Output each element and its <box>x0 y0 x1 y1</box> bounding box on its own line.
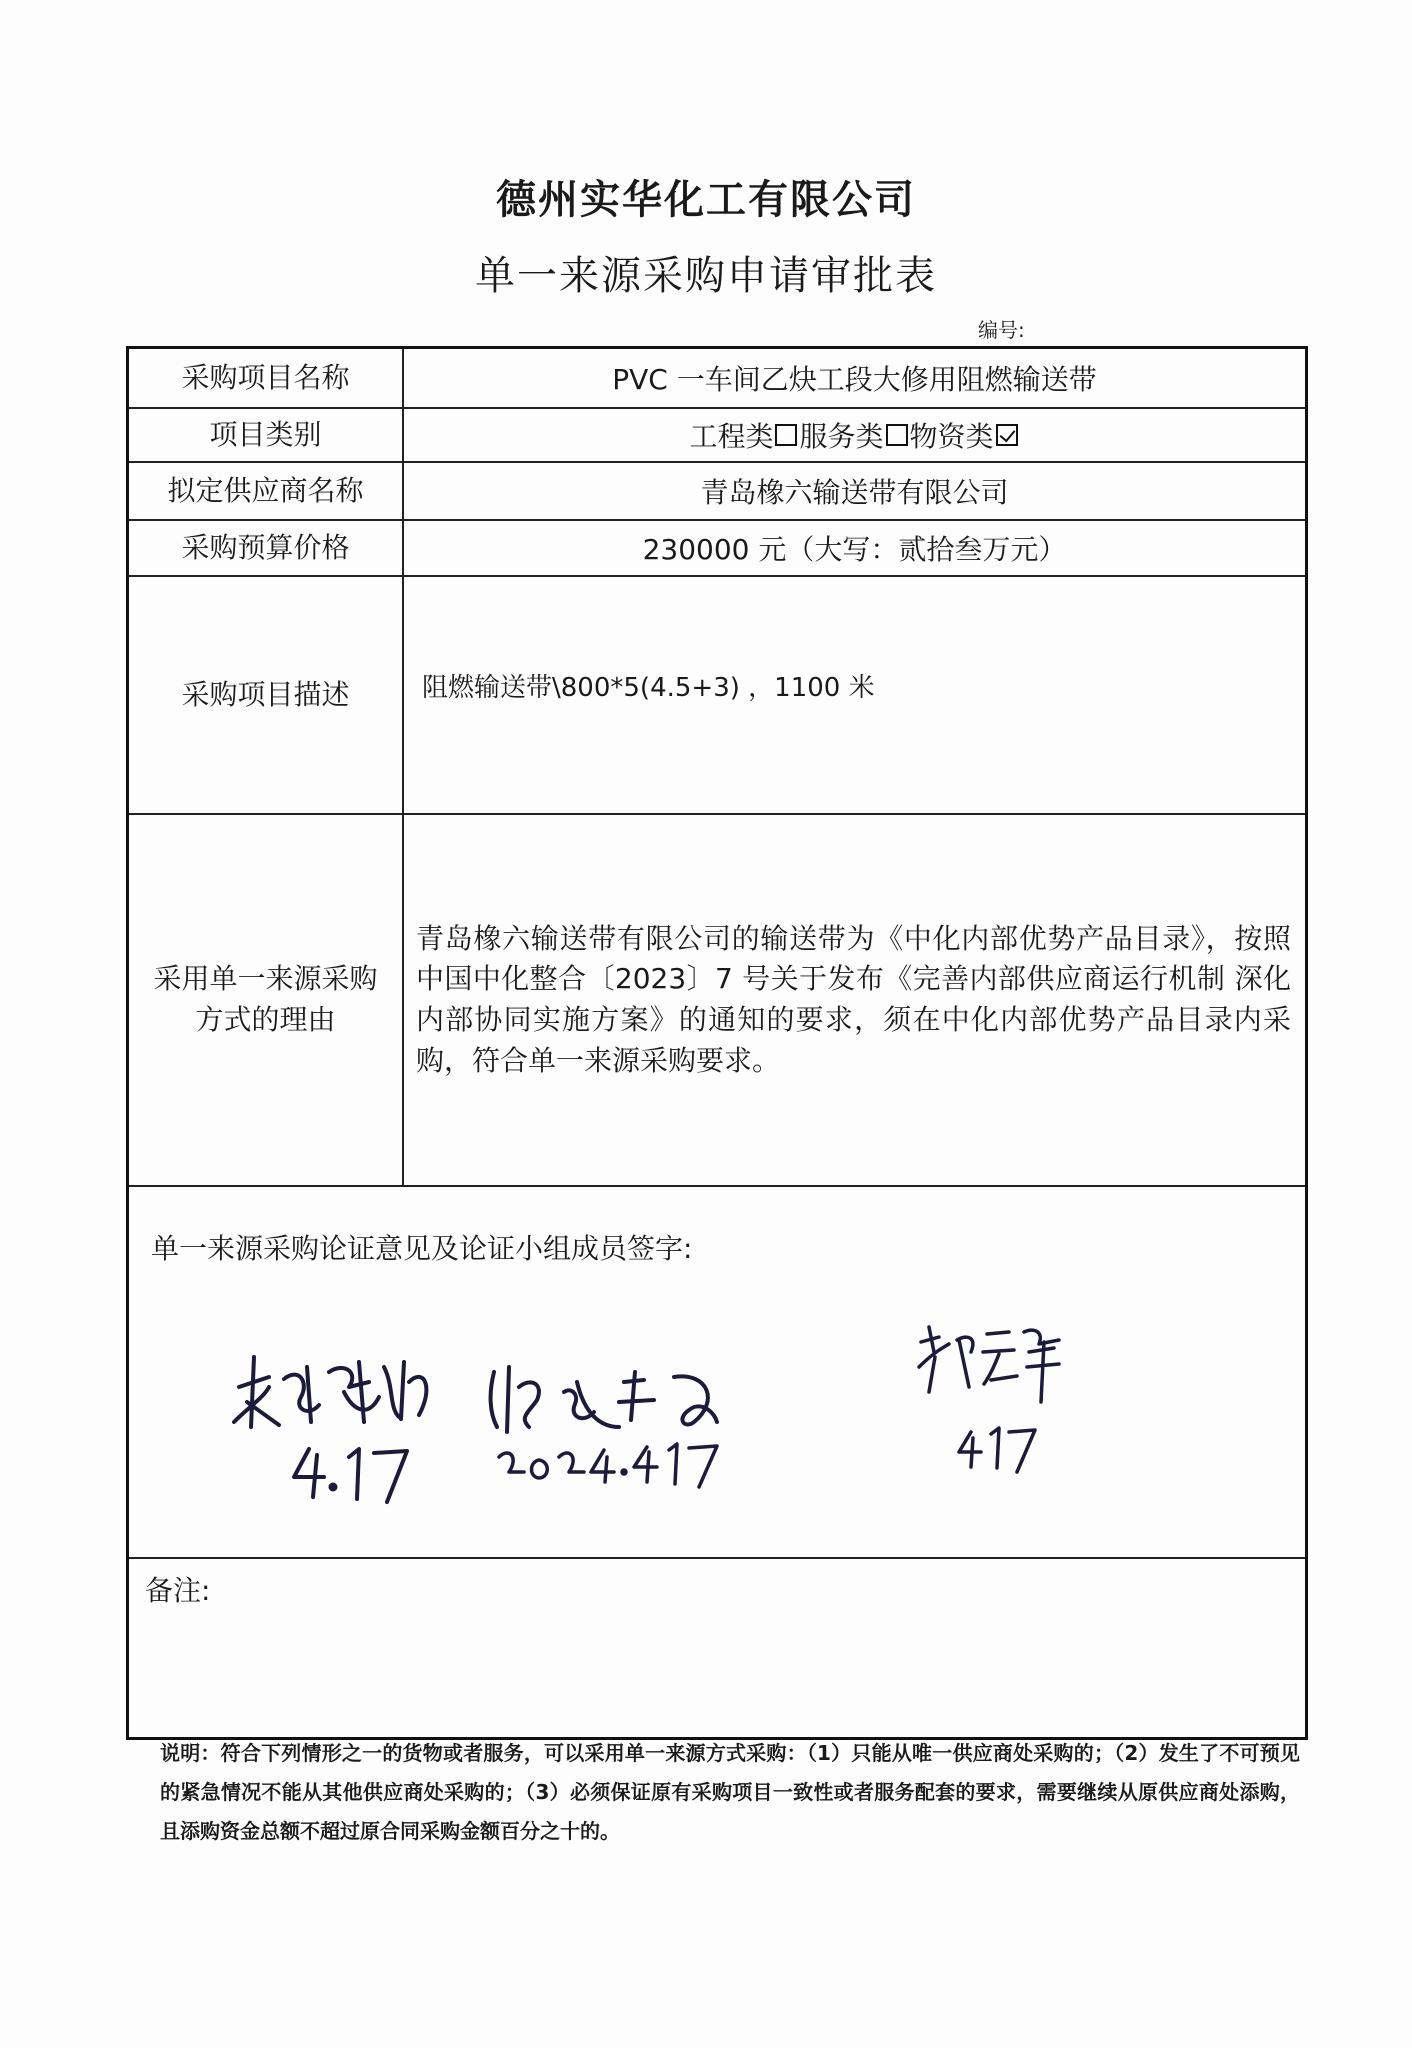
signature-2 <box>459 1332 779 1512</box>
checkbox-engineering <box>775 424 797 446</box>
project-name-label: 采购项目名称 <box>129 349 404 407</box>
row-reason <box>129 815 1305 1187</box>
checkbox-materials <box>996 424 1018 446</box>
form-title: 单一来源采购申请审批表 <box>475 253 937 299</box>
supplier-label: 拟定供应商名称 <box>129 463 404 519</box>
description-value: 阻燃输送带\800*5(4.5+3) ，1100 米 <box>422 672 875 703</box>
project-name-value: PVC 一车间乙炔工段大修用阻燃输送带 <box>612 363 1097 396</box>
category-option-service: 服务类 <box>799 420 884 453</box>
row-description <box>129 577 1305 815</box>
reason-text: 青岛橡六输送带有限公司的输送带为《中化内部优势产品目录》，按照中国中化整合〔2023〕7 号关于发布《完善内部供应商运行机制 深化内部协同实施方案》的通知的要求，须在中化内部优势产品目录内采购，符合单一来源采购要求。 <box>416 921 1291 1077</box>
reason-value <box>404 815 1305 1185</box>
category-option-materials: 物资类 <box>909 420 994 453</box>
serial-number-label: 编号: <box>978 318 1025 342</box>
budget-label: 采购预算价格 <box>129 521 404 575</box>
remarks-label: 备注: <box>145 1574 211 1607</box>
reason-label-line1: 采用单一来源采购 <box>153 962 378 996</box>
signature-section-label: 单一来源采购论证意见及论证小组成员签字: <box>151 1232 693 1265</box>
description-label: 采购项目描述 <box>129 577 404 813</box>
reason-label <box>129 815 404 1185</box>
signature-section <box>129 1187 1305 1559</box>
row-category <box>129 409 1305 463</box>
category-options <box>404 409 1305 461</box>
approval-form-table <box>126 346 1308 1740</box>
row-budget <box>129 521 1305 577</box>
row-supplier <box>129 463 1305 521</box>
footnote: 说明：符合下列情形之一的货物或者服务，可以采用单一来源方式采购：（1）只能从唯一供应商处采购的；（2）发生了不可预见的紧急情况不能从其他供应商处采购的；（3）必须保证原有采购项目一致性或者服务配套的要求，需要继续从原供应商处添购，且添购资金总额不超过原合同采购金额百分之十的。 <box>160 1741 1300 1843</box>
supplier-value: 青岛橡六输送带有限公司 <box>700 476 1009 509</box>
reason-label-line2: 方式的理由 <box>195 1003 336 1036</box>
row-project-name <box>129 349 1305 409</box>
remarks-section <box>129 1559 1305 1737</box>
company-title: 德州实华化工有限公司 <box>496 177 916 223</box>
budget-value: 230000 元（大写：贰拾叁万元） <box>642 533 1067 566</box>
category-option-engineering: 工程类 <box>689 420 774 453</box>
signature-3 <box>899 1292 1079 1492</box>
category-label: 项目类别 <box>129 409 404 461</box>
checkbox-service <box>886 424 908 446</box>
